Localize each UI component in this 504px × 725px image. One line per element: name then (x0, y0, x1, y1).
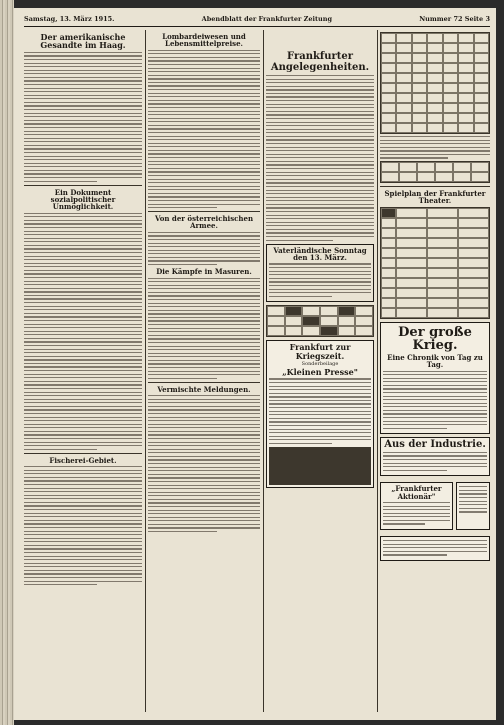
article-body (24, 213, 142, 450)
article-body (148, 232, 260, 265)
ad-grosse-krieg-title: Der große Krieg. (398, 324, 472, 354)
ad-kriegszeit-sub: Sonderbeilage (301, 361, 339, 368)
ad-aktionar (380, 482, 453, 530)
headline-gesandte: Der amerikanische Gesandte im Haag. (40, 32, 126, 51)
program-box (266, 244, 374, 302)
masthead-paper: Abendblatt der Frankfurter Zeitung (201, 15, 332, 23)
ad-industrie (380, 437, 490, 476)
schedule-table (266, 305, 374, 337)
headline-armee: Von der österreichischen Armee. (154, 214, 254, 231)
headline-lombardei: Lombardeiwesen und Lebensmittelpreise. (162, 32, 246, 49)
article-body (24, 52, 142, 182)
column-2 (148, 30, 260, 712)
article-body (24, 466, 142, 585)
exchange-table (380, 32, 490, 134)
column-1 (24, 30, 142, 712)
weather-text (380, 136, 490, 159)
newspaper-page (14, 8, 496, 720)
column-3 (266, 30, 374, 712)
divider (24, 453, 142, 454)
divider (24, 185, 142, 186)
article-body (266, 75, 374, 241)
divider (380, 186, 490, 187)
article-body (148, 278, 260, 379)
article-body (148, 50, 260, 209)
masthead (24, 12, 490, 27)
divider (148, 211, 260, 212)
masthead-date: Samstag, 13. März 1915. (24, 15, 115, 23)
ad-kriegszeit-name: „Kleinen Presse" (282, 367, 358, 378)
theater-table (380, 207, 490, 319)
headline-vaterlaendische: Vaterländische Sonntag den 13. März. (273, 245, 367, 263)
ad-kriegszeit-title: Frankfurt zur Kriegszeit. (289, 342, 351, 361)
divider (148, 382, 260, 383)
column-4 (380, 30, 490, 712)
ad-kriegszeit (266, 340, 374, 488)
ad-grosse-krieg (380, 322, 490, 435)
water-table (380, 161, 490, 183)
ad-aktionar-title: „Frankfurter Aktionär" (391, 484, 442, 501)
page-fold-edge (0, 0, 14, 725)
ad-grosse-krieg-sub: Eine Chronik von Tag zu Tag. (387, 352, 483, 370)
headline-vermischte: Vermischte Meldungen. (157, 384, 251, 394)
ad-illustration (269, 447, 371, 485)
ad-small (456, 482, 490, 530)
headline-fischerei: Fischerei-Gebiet. (49, 455, 117, 465)
column-rule (263, 30, 264, 712)
column-rule (377, 30, 378, 712)
headline-dokument: Ein Dokument sozialpolitischer Unmöglichkeit. (50, 187, 116, 212)
column-rule (145, 30, 146, 712)
masthead-issue: Nummer 72 Seite 3 (419, 15, 490, 23)
ad-industrie-title: Aus der Industrie. (384, 439, 486, 451)
headline-spielplan: Spielplan der Frankfurter Theater. (384, 188, 486, 206)
headline-frankfurter: Frankfurter Angelegenheiten. (270, 51, 370, 73)
article-body (148, 395, 260, 532)
headline-masuren: Die Kämpfe in Masuren. (156, 267, 252, 277)
ad-bottom (380, 536, 490, 561)
